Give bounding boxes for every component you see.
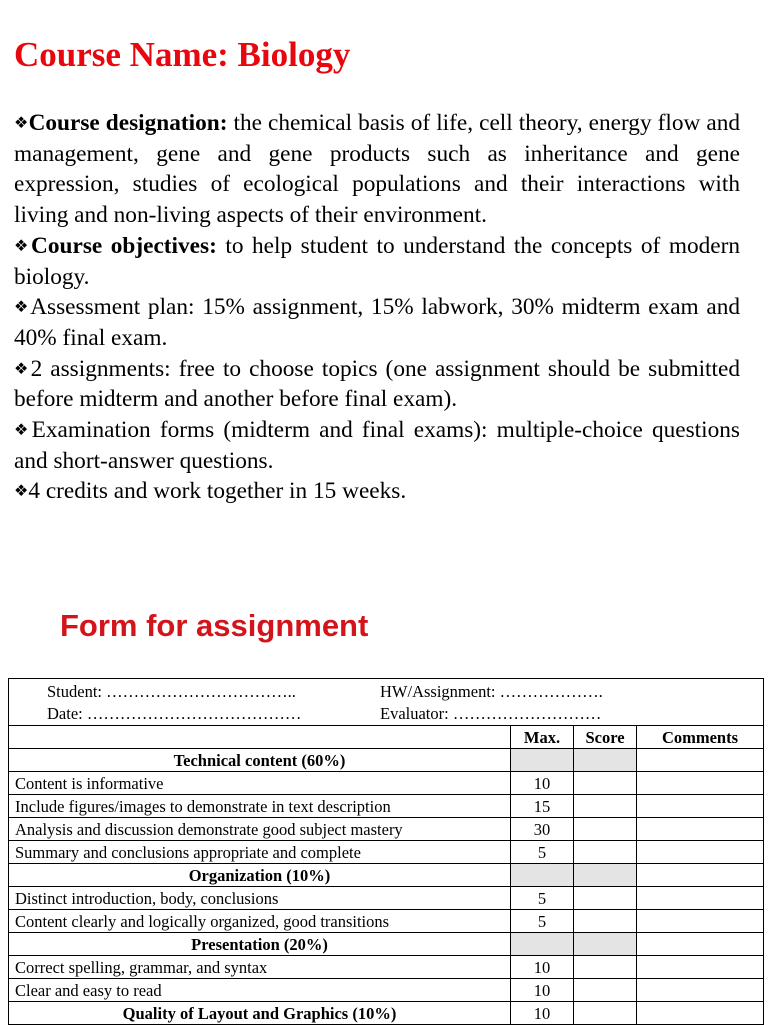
- table-row: [9, 910, 764, 933]
- objectives-label: Course objectives:: [31, 232, 217, 259]
- course-title: Course Name: Biology: [14, 35, 351, 74]
- comments-cell[interactable]: [637, 910, 764, 933]
- comments-cell[interactable]: [637, 841, 764, 864]
- criterion-label: Include figures/images to demonstrate in text description: [9, 795, 511, 818]
- comments-cell[interactable]: [637, 979, 764, 1002]
- diamond-bullet-icon: ❖: [14, 235, 32, 255]
- section-title: Presentation (20%): [9, 933, 511, 956]
- table-row: [9, 772, 764, 795]
- max-value: 5: [511, 910, 574, 933]
- comments-cell[interactable]: [637, 772, 764, 795]
- comments-cell: [637, 749, 764, 772]
- comments-cell[interactable]: [637, 795, 764, 818]
- section-title: Quality of Layout and Graphics (10%): [9, 1002, 511, 1025]
- form-header-row: [9, 679, 764, 726]
- designation-label: Course designation:: [28, 110, 228, 136]
- score-cell[interactable]: [574, 772, 637, 795]
- score-cell: [574, 749, 637, 772]
- bullet-exam-forms: [14, 415, 740, 476]
- max-cell: [511, 933, 574, 956]
- score-cell[interactable]: [574, 841, 637, 864]
- objectives-text: to help student to understand the concepts of modern biology.: [14, 232, 740, 290]
- criterion-label: Summary and conclusions appropriate and complete: [9, 841, 511, 864]
- max-cell: [511, 749, 574, 772]
- table-row: [9, 795, 764, 818]
- score-cell[interactable]: [574, 956, 637, 979]
- score-cell[interactable]: [574, 1002, 637, 1025]
- max-value: 10: [511, 772, 574, 795]
- max-column-header: Max.: [511, 726, 574, 749]
- section-row: [9, 749, 764, 772]
- max-value: 10: [511, 1002, 574, 1025]
- score-cell[interactable]: [574, 910, 637, 933]
- section-row: [9, 933, 764, 956]
- credits-text: 4 credits and work together in 15 weeks.: [28, 478, 407, 505]
- max-value: 30: [511, 818, 574, 841]
- max-value: 10: [511, 956, 574, 979]
- comments-cell[interactable]: [637, 1002, 764, 1025]
- exam-forms-text: Examination forms (midterm and final exams): multiple-choice questions and short-answer questions.: [14, 417, 740, 474]
- table-row: [9, 818, 764, 841]
- score-cell[interactable]: [574, 818, 637, 841]
- score-cell[interactable]: [574, 979, 637, 1002]
- comments-cell: [637, 864, 764, 887]
- score-column-header: Score: [574, 726, 637, 749]
- student-field[interactable]: Student: ……………………………..: [47, 682, 296, 701]
- bullet-assessment: [14, 292, 740, 353]
- diamond-bullet-icon: ❖: [14, 297, 31, 317]
- date-field[interactable]: Date: …………………………………: [47, 704, 302, 723]
- hw-assignment-field[interactable]: HW/Assignment: ……………….: [380, 682, 603, 701]
- score-cell[interactable]: [574, 887, 637, 910]
- bullet-designation: [14, 108, 740, 231]
- score-cell: [574, 933, 637, 956]
- diamond-bullet-icon: ❖: [14, 113, 29, 132]
- table-row: [9, 979, 764, 1002]
- criterion-label: Correct spelling, grammar, and syntax: [9, 956, 511, 979]
- designation-text: the chemical basis of life, cell theory, energy flow and management, gene and gene products such as inheritance and gene expression, studies of ecological populations and their interactions with living and non-living aspects of their environment.: [14, 110, 741, 229]
- bullet-objectives: [14, 231, 740, 292]
- max-value: 5: [511, 887, 574, 910]
- bullet-assignments: [14, 354, 740, 415]
- form-header-cell: [9, 679, 764, 726]
- header-blank-cell: [9, 726, 511, 749]
- comments-cell[interactable]: [637, 818, 764, 841]
- table-row: [9, 956, 764, 979]
- score-cell[interactable]: [574, 795, 637, 818]
- form-title: Form for assignment: [60, 608, 369, 643]
- comments-cell: [637, 933, 764, 956]
- max-value: 10: [511, 979, 574, 1002]
- comments-cell[interactable]: [637, 956, 764, 979]
- table-row: [9, 887, 764, 910]
- diamond-bullet-icon: ❖: [14, 358, 31, 378]
- criterion-label: Analysis and discussion demonstrate good subject mastery: [9, 818, 511, 841]
- table-row: [9, 841, 764, 864]
- section-title: Technical content (60%): [9, 749, 511, 772]
- course-info: [14, 108, 740, 507]
- assignments-text: 2 assignments: free to choose topics (one assignment should be submitted before midterm and another before final exam).: [14, 355, 740, 413]
- criterion-label: Clear and easy to read: [9, 979, 511, 1002]
- criterion-label: Distinct introduction, body, conclusions: [9, 887, 511, 910]
- score-cell: [574, 864, 637, 887]
- evaluator-field[interactable]: Evaluator: ………………………: [380, 704, 602, 723]
- criterion-label: Content is informative: [9, 772, 511, 795]
- section-title: Organization (10%): [9, 864, 511, 887]
- comments-column-header: Comments: [637, 726, 764, 749]
- criterion-label: Content clearly and logically organized, good transitions: [9, 910, 511, 933]
- diamond-bullet-icon: ❖: [14, 481, 29, 501]
- assignment-form-table: [8, 678, 764, 1025]
- max-value: 5: [511, 841, 574, 864]
- column-header-row: [9, 726, 764, 749]
- section-row: [9, 864, 764, 887]
- section-row: [9, 1002, 764, 1025]
- max-value: 15: [511, 795, 574, 818]
- comments-cell[interactable]: [637, 887, 764, 910]
- assessment-text: Assessment plan: 15% assignment, 15% labwork, 30% midterm exam and 40% final exam.: [14, 294, 740, 351]
- diamond-bullet-icon: ❖: [14, 420, 32, 440]
- max-cell: [511, 864, 574, 887]
- bullet-credits: [14, 476, 740, 507]
